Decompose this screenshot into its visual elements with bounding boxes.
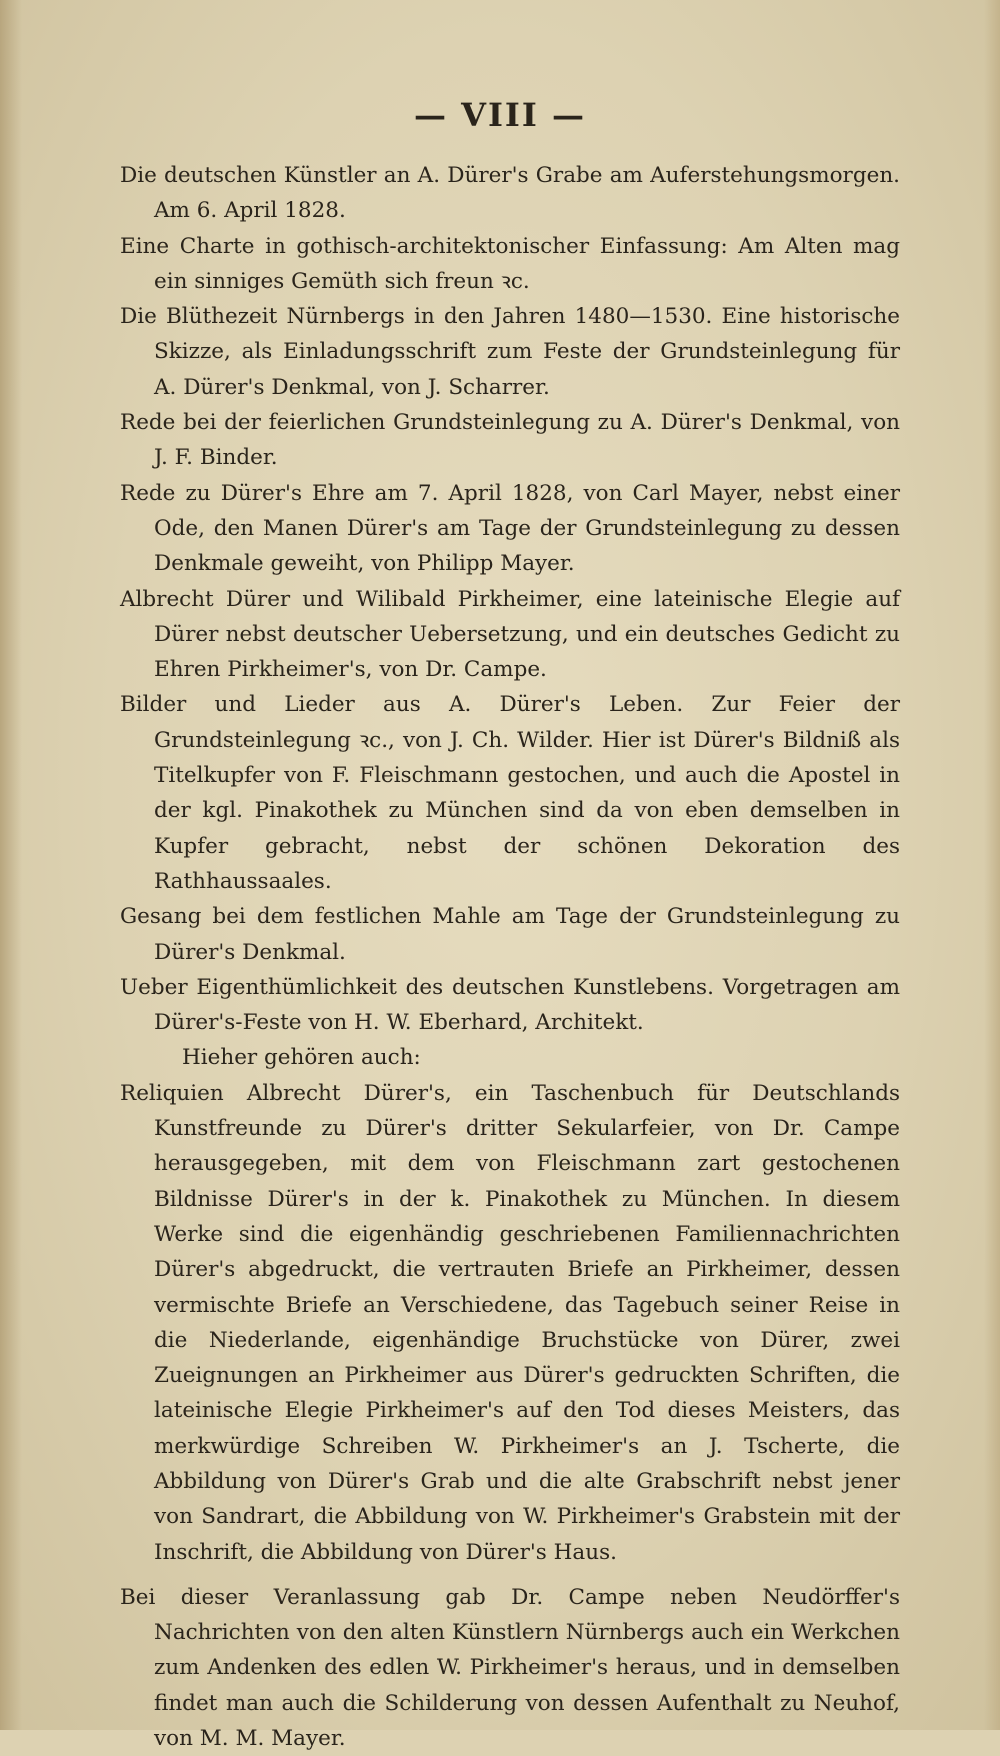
list-item: Ueber Eigenthümlichkeit des deutschen Kunstlebens. Vorgetragen am Dürer's-Feste von H. W. Eberhard, Architekt.	[120, 974, 900, 1036]
list-item: Rede bei der feierlichen Grundsteinlegung zu A. Dürer's Denkmal, von J. F. Binder.	[120, 410, 900, 471]
list-item: Die deutschen Künstler an A. Dürer's Grabe am Auferstehungsmorgen. Am 6. April 1828.	[120, 163, 900, 224]
section-note: Hieher gehören auch:	[182, 1045, 421, 1071]
list-item: Albrecht Dürer und Wilibald Pirkheimer, eine lateinische Elegie auf Dürer nebst deutscher Uebersetzung, und ein deutsches Gedicht zu Ehren Pirkheimer's, von Dr. Campe.	[120, 586, 900, 683]
list-item: Bilder und Lieder aus A. Dürer's Leben. Zur Feier der Grundsteinlegung ꝛc., von J. Ch. Wilder. Hier ist Dürer's Bildniß als Titelkupfer von F. Fleischmann gestochen, und auch die Apostel in der kgl. Pinakothek zu München sind da von eben demselben in Kupfer gebracht, nebst der schönen Dekoration des Rathhaussaales.	[120, 692, 900, 894]
page-edge-shadow-left	[0, 0, 22, 1730]
list-item: Die Blüthezeit Nürnbergs in den Jahren 1480—1530. Eine historische Skizze, als Einladungsschrift zum Feste der Grundsteinlegung für A. Dürer's Denkmal, von J. Scharrer.	[120, 304, 900, 400]
list-item: Eine Charte in gothisch-architektonischer Einfassung: Am Alten mag ein sinniges Gemüth sich freun ꝛc.	[120, 233, 900, 294]
list-item: Gesang bei dem festlichen Mahle am Tage der Grundsteinlegung zu Dürer's Denkmal.	[120, 904, 900, 965]
page-number: — VIII —	[413, 96, 586, 134]
list-item: Bei dieser Veranlassung gab Dr. Campe neben Neudörffer's Nachrichten von den alten Künstlern Nürnbergs auch ein Werkchen zum Andenken des edlen W. Pirkheimer's heraus, und in demselben findet man auch die Schilderung von dessen Aufenthalt zu Neuhof, von M. M. Mayer.	[120, 1584, 900, 1752]
page-edge-shadow-right	[984, 0, 1000, 1730]
list-item: Reliquien Albrecht Dürer's, ein Taschenbuch für Deutschlands Kunstfreunde zu Dürer's dritter Sekularfeier, von Dr. Campe herausgegeben, mit dem von Fleischmann zart gestochenen Bildnisse Dürer's in der k. Pinakothek zu München. In diesem Werke sind die eigenhändig geschriebenen Familiennachrichten Dürer's abgedruckt, die vertrauten Briefe an Pirkheimer, dessen vermischte Briefe an Verschiedene, das Tagebuch seiner Reise in die Niederlande, eigenhändige Bruchstücke von Dürer, zwei Zueignungen an Pirkheimer aus Dürer's gedruckten Schriften, die lateinische Elegie Pirkheimer's auf den Tod dieses Meisters, das merkwürdige Schreiben W. Pirkheimer's an J. Tscherte, die Abbildung von Dürer's Grab und die alte Grabschrift nebst jener von Sandrart, die Abbildung von W. Pirkheimer's Grabstein mit der Inschrift, die Abbildung von Dürer's Haus.	[120, 1080, 900, 1565]
bibliography-list	[120, 158, 900, 1756]
list-item: Rede zu Dürer's Ehre am 7. April 1828, von Carl Mayer, nebst einer Ode, den Manen Dürer's am Tage der Grundsteinlegung zu dessen Denkmale geweiht, von Philipp Mayer.	[120, 480, 900, 577]
